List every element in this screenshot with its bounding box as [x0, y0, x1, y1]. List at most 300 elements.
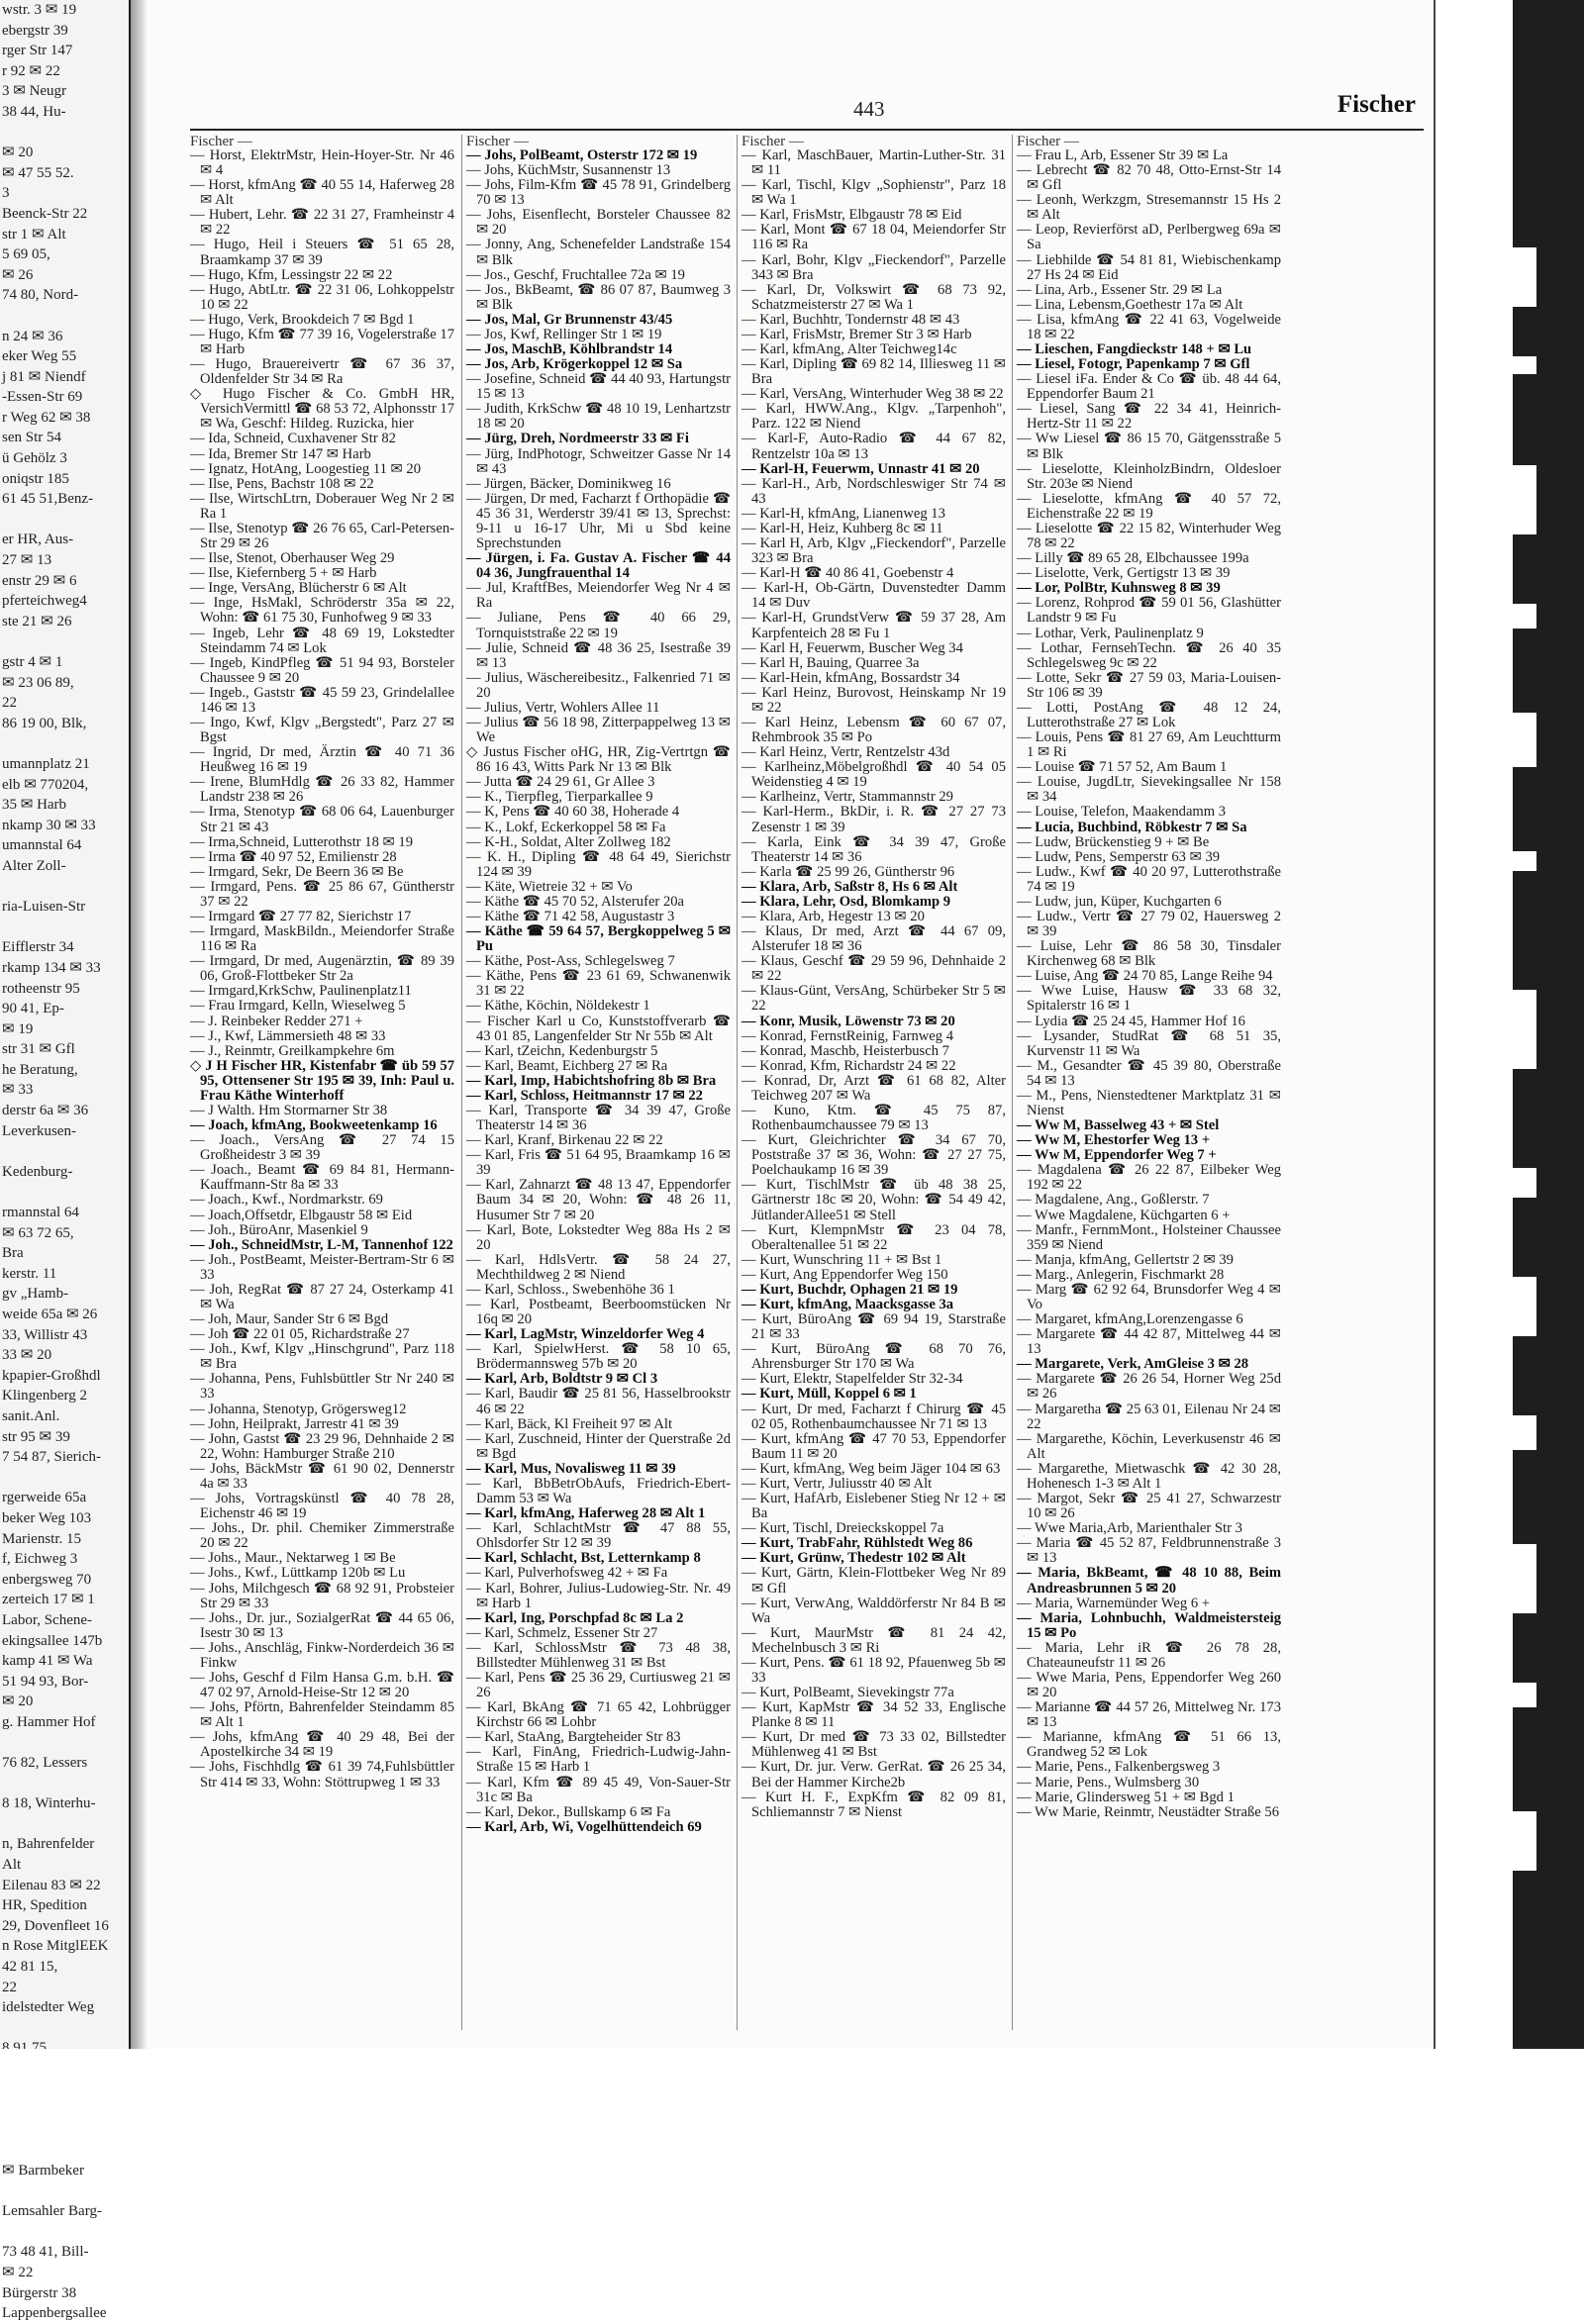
directory-entry: — Johs, KüchMstr, Susannenstr 13	[466, 162, 671, 179]
directory-entry: — Johs., Anschläg, Finkw-Norderdeich 36 ✉ Finkw	[190, 1639, 454, 1671]
directory-entry: — Kurt, HafArb, Eislebener Stieg Nr 12 + ✉ Ba	[742, 1491, 1006, 1522]
directory-entry: — Jürgen, i. Fa. Gustav A. Fischer ☎ 44 04 36, Jungfrauenthal 14	[466, 550, 731, 582]
directory-entry: — Margaret, kfmAng,Lorenzengasse 6	[1017, 1311, 1243, 1328]
directory-entry: — Karl, StaAng, Bargteheider Str 83	[466, 1729, 681, 1746]
directory-entry: — Lorenz, Rohprod ☎ 59 01 56, Glashütter Landstr 9 ✉ Fu	[1017, 595, 1281, 627]
facing-page-line: kerstr. 11	[2, 1265, 57, 1282]
facing-page-line: 22	[2, 1979, 17, 1995]
facing-page-line: Eilenau 83 ✉ 22	[2, 1877, 101, 1893]
directory-entry: — Wwe Maria,Arb, Marienthaler Str 3	[1017, 1520, 1242, 1537]
facing-page-line	[0, 918, 129, 938]
directory-entry: — Liesel, Sang ☎ 22 34 41, Heinrich-Hertz-Str 11 ✉ 22	[1017, 401, 1281, 433]
directory-entry: — Liesel iFa. Ender & Co ☎ üb. 48 44 64, Eppendorfer Baum 21	[1017, 371, 1281, 403]
directory-entry: — Maria, BkBeamt, ☎ 48 10 88, Beim Andreasbrunnen 5 ✉ 20	[1017, 1565, 1281, 1597]
directory-entry: — Karl, Imp, Habichtshofring 8b ✉ Bra	[466, 1072, 717, 1089]
directory-entry: — Jonny, Ang, Schenefelder Landstraße 154 ✉ Blk	[466, 237, 731, 268]
facing-page-line: Alt	[2, 1857, 22, 1874]
facing-page-line: rgerweide 65a	[2, 1490, 87, 1506]
directory-entry: — Lydia ☎ 25 24 45, Hammer Hof 16	[1017, 1013, 1245, 1029]
directory-entry: — Julius, Vertr, Wohlers Allee 11	[466, 699, 660, 716]
directory-entry: — Karl, FrisMstr, Bremer Str 3 ✉ Harb	[742, 326, 972, 342]
directory-entry: — Karl, Tischl, Klgv „Sophienstr", Parz 18 ✉ Wa 1	[742, 177, 1006, 209]
directory-entry: — Lothar, Verk, Paulinenplatz 9	[1017, 625, 1204, 641]
directory-entry: — Lieselotte, KleinholzBindrn, Oldesloer Str. 203e ✉ Niend	[1017, 460, 1281, 492]
directory-entry: — Lisa, kfmAng ☎ 22 41 63, Vogelweide 18 ✉ 22	[1017, 311, 1281, 342]
directory-entry: — Hubert, Lehr. ☎ 22 31 27, Framheinstr 4 ✉ 22	[190, 207, 454, 239]
directory-entry: — Konrad, Dr, Arzt ☎ 61 68 82, Alter Teichweg 207 ✉ Wa	[742, 1072, 1006, 1104]
directory-entry: — Margarete ☎ 44 42 87, Mittelweg 44 ✉ 13	[1017, 1326, 1281, 1358]
directory-entry: — Irma,Schneid, Lutterothstr 18 ✉ 19	[190, 833, 414, 850]
directory-entry: — Karl H, Feuerwm, Buscher Weg 34	[742, 639, 963, 656]
facing-page-line: r Weg 62 ✉ 38	[2, 409, 91, 426]
facing-page-line: Alter Zoll-	[2, 857, 66, 874]
directory-entry: — Konrad, FernstReinig, Farnweg 4	[742, 1027, 954, 1044]
directory-entry: — Wwe Magdalene, Küchgarten 6 +	[1017, 1207, 1231, 1223]
directory-entry: — Hugo, Verk, Brookdeich 7 ✉ Bgd 1	[190, 311, 415, 328]
directory-entry: — Käthe, Pens ☎ 23 61 69, Schwanenwik 31 ✉ 22	[466, 968, 731, 1000]
directory-entry: — Karl, Buchhtr, Tondernstr 48 ✉ 43	[742, 311, 960, 328]
directory-entry: — Karl, MaschBauer, Martin-Luther-Str. 31 ✉ 11	[742, 147, 1006, 179]
directory-entry: — Ludw., Vertr ☎ 27 79 02, Hauersweg 2 ✉ 39	[1017, 908, 1281, 940]
directory-entry: — Jos, Arb, Krögerkoppel 12 ✉ Sa	[466, 356, 683, 373]
directory-entry: — Joh., SchneidMstr, L-M, Tannenhof 122	[190, 1236, 453, 1253]
directory-entry: — K., Lokf, Eckerkoppel 58 ✉ Fa	[466, 819, 666, 835]
directory-entry: — Manja, kfmAng, Gellertstr 2 ✉ 39	[1017, 1251, 1234, 1268]
directory-entry: — Lysander, StudRat ☎ 68 51 35, Kurvenstr 11 ✉ Wa	[1017, 1027, 1281, 1059]
directory-entry: — Marie, Pens., Falkenbergsweg 3	[1017, 1759, 1221, 1776]
facing-page-line: eker Weg 55	[2, 348, 77, 365]
facing-page-line: 3 ✉ Neugr	[2, 83, 67, 100]
directory-entry: — Ingrid, Dr med, Ärztin ☎ 40 71 36 Heußweg 16 ✉ 19	[190, 744, 454, 776]
facing-page-line: ✉ 26	[2, 266, 34, 283]
facing-page-line	[0, 1814, 129, 1835]
directory-entry: — Judith, KrkSchw ☎ 48 10 19, Lenhartzstr 18 ✉ 20	[466, 401, 731, 433]
directory-entry: — Karla, Eink ☎ 34 39 47, Große Theaterstr 14 ✉ 36	[742, 833, 1006, 865]
facing-page-line	[0, 631, 129, 652]
directory-entry: — Ignatz, HotAng, Loogestieg 11 ✉ 20	[190, 460, 421, 477]
directory-entry: — Liselotte, Verk, Gertigstr 13 ✉ 39	[1017, 565, 1231, 582]
column-head: Fischer —	[466, 134, 529, 149]
directory-entry: — Konrad, Maschb, Heisterbusch 7	[742, 1042, 949, 1059]
directory-entry: — Karl, tZeichn, Kedenburgstr 5	[466, 1042, 658, 1059]
facing-page-line: HR, Spedition	[2, 1897, 87, 1914]
facing-page-line: 90 41, Ep-	[2, 1001, 64, 1017]
directory-entry: — Karl, Bohr, Klgv „Fieckendorf", Parzelle 343 ✉ Bra	[742, 251, 1006, 283]
directory-entry: — Johs, Eisenflecht, Borsteler Chaussee 82 ✉ 20	[466, 207, 731, 239]
directory-entry: — Karl-Herm., BkDir, i. R. ☎ 27 27 73 Zesenstr 1 ✉ 39	[742, 804, 1006, 835]
directory-entry: — Karl, Dekor., Bullskamp 6 ✉ Fa	[466, 1803, 671, 1820]
directory-entry: — Marg., Anlegerin, Fischmarkt 28	[1017, 1266, 1225, 1283]
directory-entry: — Juliane, Pens ☎ 40 66 29, Tornquiststraße 22 ✉ 19	[466, 610, 731, 641]
facing-page-line	[0, 733, 129, 754]
facing-page-line: Beenck-Str 22	[2, 205, 88, 222]
facing-page-line: r 92 ✉ 22	[2, 62, 60, 79]
directory-entry: — Marie, Glindersweg 51 + ✉ Bgd 1	[1017, 1789, 1235, 1805]
directory-entry: — Kurt, Dr. jur. Verw. GerRat. ☎ 26 25 34, Bei der Hammer Kirche2b	[742, 1759, 1006, 1791]
directory-entry: — Wwe Maria, Pens, Eppendorfer Weg 260 ✉ 20	[1017, 1669, 1281, 1701]
directory-entry: — Kurt, PolBeamt, Sievekingstr 77a	[742, 1685, 954, 1701]
directory-entry: — Johs, Fischhdlg ☎ 61 39 74,Fuhlsbüttler Str 414 ✉ 33, Wohn: Stöttrupweg 1 ✉ 33	[190, 1759, 454, 1791]
directory-entry: — Margarete, Verk, AmGleise 3 ✉ 28	[1017, 1356, 1249, 1373]
facing-page-line: 42 81 15,	[2, 1959, 58, 1975]
directory-entry: — Lina, Lebensm,Goethestr 17a ✉ Alt	[1017, 296, 1243, 313]
directory-entry: — Karl, Arb, Wi, Vogelhüttendeich 69	[466, 1818, 702, 1835]
directory-entry: — Margaretha ☎ 25 63 01, Eilenau Nr 24 ✉ 22	[1017, 1401, 1281, 1432]
directory-entry: — Kurt, Elektr, Stapelfelder Str 32-34	[742, 1371, 963, 1388]
facing-page-line: ebergstr 39	[2, 22, 68, 39]
facing-page-line: 22	[2, 695, 17, 712]
facing-page-line: str 95 ✉ 39	[2, 1428, 70, 1445]
directory-entry: — Lotte, Sekr ☎ 27 59 03, Maria-Louisen-Str 106 ✉ 39	[1017, 669, 1281, 701]
directory-column-4	[1012, 135, 1283, 2030]
directory-entry: — J. Reinbeker Redder 271 +	[190, 1013, 363, 1029]
facing-page-line: sen Str 54	[2, 430, 61, 446]
directory-column-3	[737, 135, 1008, 2030]
directory-entry: — Johs, Film-Kfm ☎ 45 78 91, Grindelberg 70 ✉ 13	[466, 177, 731, 209]
directory-entry: — Ww M, Ehestorfer Weg 13 +	[1017, 1132, 1211, 1149]
directory-entry: — Kurt, kfmAng, Weg beim Jäger 104 ✉ 63	[742, 1460, 1001, 1477]
directory-entry: — Karl, Arb, Boldtstr 9 ✉ Cl 3	[466, 1371, 658, 1388]
directory-entry: — M., Pens, Nienstedtener Marktplatz 31 ✉ Nienst	[1017, 1087, 1281, 1118]
directory-entry: — Karl, FrisMstr, Elbgaustr 78 ✉ Eid	[742, 207, 962, 224]
directory-entry: — Ludw, Brückenstieg 9 + ✉ Be	[1017, 833, 1210, 850]
directory-entry: — Ww Liesel ☎ 86 15 70, Gätgensstraße 5 ✉ Blk	[1017, 431, 1281, 462]
facing-page-line: he Beratung,	[2, 1061, 78, 1078]
directory-entry: — Karl, Schloss., Swebenhöhe 36 1	[466, 1281, 675, 1298]
directory-entry: — Luise, Ang ☎ 24 70 85, Lange Reihe 94	[1017, 968, 1273, 985]
facing-page-line: Bürgerstr 38	[2, 2284, 77, 2301]
directory-entry: — Karl, BkAng ☎ 71 65 42, Lohbrügger Kirchstr 66 ✉ Lohbr	[466, 1699, 731, 1731]
facing-page-line	[0, 510, 129, 531]
facing-page-line: Leverkusen-	[2, 1122, 76, 1139]
facing-page-line: f, Eichweg 3	[2, 1551, 78, 1568]
directory-entry: — Karl, Zahnarzt ☎ 48 13 47, Eppendorfer Baum 34 ✉ 20, Wohn: ☎ 48 26 11, Husumer Str 7 ✉ 20	[466, 1177, 731, 1223]
facing-page-line: Marienstr. 15	[2, 1530, 81, 1547]
directory-entry: — Käthe, Köchin, Nöldekestr 1	[466, 998, 650, 1015]
directory-entry: — Maria, Lohnbuchh, Waldmeistersteig 15 ✉ Po	[1017, 1609, 1281, 1641]
directory-entry: — Kurt, Ang Eppendorfer Weg 150	[742, 1266, 948, 1283]
facing-page-line: ✉ 23 06 89,	[2, 674, 74, 691]
directory-entry: — Marianne ☎ 44 57 26, Mittelweg Nr. 173 ✉ 13	[1017, 1699, 1281, 1731]
directory-entry: — Jos, Mal, Gr Brunnenstr 43/45	[466, 311, 673, 328]
directory-entry: ◇ Justus Fischer oHG, HR, Zig-Vertrtgn ☎ 86 16 43, Witts Park Nr 13 ✉ Blk	[466, 744, 731, 776]
facing-page-line: enbergsweg 70	[2, 1571, 92, 1588]
facing-page-line: kpapier-Großhdl	[2, 1367, 101, 1384]
directory-entry: — Johs, kfmAng ☎ 40 29 48, Bei der Apostelkirche 34 ✉ 19	[190, 1729, 454, 1761]
directory-entry: — Johs, Vortragskünstl ☎ 40 78 28, Eichenstr 46 ✉ 19	[190, 1491, 454, 1522]
facing-page-line	[0, 1468, 129, 1489]
directory-entry: — Karl-H ☎ 40 86 41, Goebenstr 4	[742, 565, 954, 582]
directory-entry: — Marianne, kfmAng ☎ 51 66 13, Grandweg 52 ✉ Lok	[1017, 1729, 1281, 1761]
directory-entry: — Irma ☎ 40 97 52, Emilienstr 28	[190, 848, 397, 865]
facing-page-line: g. Hammer Hof	[2, 1713, 96, 1730]
facing-page-text	[0, 0, 129, 2324]
directory-entry: — J., Kwf, Lämmersieth 48 ✉ 33	[190, 1027, 386, 1044]
directory-entry: — John, Heilprakt, Jarrestr 41 ✉ 39	[190, 1415, 399, 1432]
directory-entry: — Karl, Postbeamt, Beerboomstücken Nr 16q ✉ 20	[466, 1297, 731, 1328]
directory-entry: — Johs, Geschf d Film Hansa G.m. b.H. ☎ 47 02 97, Arnold-Heise-Str 12 ✉ 20	[190, 1669, 454, 1701]
directory-entry: — Ludw, jun, Küper, Kuchgarten 6	[1017, 893, 1222, 910]
facing-page-line: ekingsallee 147b	[2, 1632, 103, 1649]
facing-page-line: 61 45 51,Benz-	[2, 491, 94, 508]
facing-page-line: pferteichweg4	[2, 593, 87, 610]
directory-entry: — Konr, Musik, Löwenstr 73 ✉ 20	[742, 1013, 955, 1029]
directory-entry: — Lotti, PostAng ☎ 48 12 24, Lutterothstraße 27 ✉ Lok	[1017, 699, 1281, 730]
directory-entry: — Joh ☎ 22 01 05, Richardstraße 27	[190, 1326, 410, 1343]
directory-entry: — Karl, SpielwHerst. ☎ 58 10 65, Brödermannsweg 57b ✉ 20	[466, 1341, 731, 1373]
directory-entry: — Karl, SchlossMstr ☎ 73 48 38, Billstedter Mühlenweg 31 ✉ Bst	[466, 1639, 731, 1671]
directory-entry: — Joh., BüroAnr, Masenkiel 9	[190, 1221, 368, 1238]
facing-page-line: ü Gehölz 3	[2, 450, 67, 467]
directory-entry: — Karl, kfmAng, Haferweg 28 ✉ Alt 1	[466, 1505, 706, 1522]
directory-entry: — Karl H, Bauing, Quarree 3a	[742, 654, 920, 671]
directory-entry: — Maria ☎ 45 52 87, Feldbrunnenstraße 3 ✉ 13	[1017, 1535, 1281, 1567]
facing-page-line: n 24 ✉ 36	[2, 328, 63, 344]
directory-entry: — Karl-H, Feuerwm, Unnastr 41 ✉ 20	[742, 460, 980, 477]
directory-entry: — Ww M, Basselweg 43 + ✉ Stel	[1017, 1117, 1220, 1134]
directory-entry: — Ww M, Eppendorfer Weg 7 +	[1017, 1147, 1217, 1164]
directory-entry: — Margarete ☎ 26 26 54, Horner Weg 25d ✉ 26	[1017, 1371, 1281, 1403]
directory-entry: — Lebrecht ☎ 82 70 48, Otto-Ernst-Str 14 ✉ Gfl	[1017, 162, 1281, 194]
directory-entry: — Hugo, Kfm, Lessingstr 22 ✉ 22	[190, 266, 393, 283]
directory-entry: — Kurt, kfmAng ☎ 47 70 53, Eppendorfer Baum 11 ✉ 20	[742, 1430, 1006, 1462]
facing-page-line: rger Str 147	[2, 43, 73, 59]
facing-page-line: 33, Willistr 43	[2, 1326, 88, 1343]
directory-entry: — Joach., Beamt ☎ 69 84 81, Hermann-Kauffmann-Str 8a ✉ 33	[190, 1162, 454, 1194]
directory-entry: — Karl, Mus, Novalisweg 11 ✉ 39	[466, 1460, 676, 1477]
facing-page-line: elb ✉ 770204,	[2, 776, 89, 793]
directory-entry: — Lucia, Buchbind, Röbkestr 7 ✉ Sa	[1017, 819, 1247, 835]
directory-entry: — Karl-H., Arb, Nordschleswiger Str 74 ✉ 43	[742, 475, 1006, 507]
facing-page-line: Klingenberg 2	[2, 1388, 87, 1404]
directory-entry: — Irmgard, Dr med, Augenärztin, ☎ 89 39 06, Groß-Flottbeker Str 2a	[190, 953, 454, 985]
directory-column-2	[461, 135, 733, 2030]
directory-entry: — Hugo, Kfm ☎ 77 39 16, Vogelerstraße 17 ✉ Harb	[190, 326, 454, 358]
directory-entry: — Karl Heinz, Vertr, Rentzelstr 43d	[742, 744, 950, 761]
facing-page-line: umannplatz 21	[2, 755, 90, 772]
directory-entry: — Karl, Schloss, Heitmannstr 17 ✉ 22	[466, 1087, 703, 1104]
facing-page-line: 33 ✉ 20	[2, 1347, 52, 1364]
directory-entry: — Karl, BbBetrObAufs, Friedrich-Ebert-Damm 53 ✉ Wa	[466, 1475, 731, 1507]
directory-entry: — Joach, kfmAng, Bookweetenkamp 16	[190, 1117, 438, 1134]
directory-entry: — Johs, BäckMstr ☎ 61 90 02, Dennerstr 4a ✉ 33	[190, 1460, 454, 1492]
directory-entry: — Irmgard,KrkSchw, Paulinenplatz11	[190, 983, 412, 1000]
facing-page-line: ✉ 33	[2, 1082, 34, 1099]
facing-page-line	[0, 2181, 129, 2202]
directory-entry: — Ilse, Stenotyp ☎ 26 76 65, Carl-Petersen-Str 29 ✉ 26	[190, 520, 454, 552]
facing-page-line: zerteich 17 ✉ 1	[2, 1592, 95, 1608]
directory-entry: — Karl, Fris ☎ 51 64 95, Braamkamp 16 ✉ 39	[466, 1147, 731, 1179]
directory-entry: — Joh, Maur, Sander Str 6 ✉ Bgd	[190, 1311, 389, 1328]
directory-entry: — Ludw, Pens, Semperstr 63 ✉ 39	[1017, 848, 1221, 865]
facing-page-line	[0, 1732, 129, 1753]
directory-entry: — Kuno, Ktm. ☎ 45 75 87, Rothenbaumchaussee 79 ✉ 13	[742, 1103, 1006, 1134]
facing-page-line: enstr 29 ✉ 6	[2, 572, 77, 589]
directory-entry: — Karl Heinz, Lebensm ☎ 60 67 07, Rehmbrook 35 ✉ Po	[742, 714, 1006, 746]
directory-entry: — Kurt, Buchdr, Ophagen 21 ✉ 19	[742, 1281, 958, 1298]
directory-entry: — Johs, Pförtn, Bahrenfelder Steindamm 85 ✉ Alt 1	[190, 1699, 454, 1731]
directory-entry: — Karl, Schmelz, Essener Str 27	[466, 1624, 658, 1641]
directory-entry: — K., Tierpfleg, Tierparkallee 9	[466, 789, 653, 806]
header-rule	[190, 129, 1424, 131]
facing-page-line: rotheenstr 95	[2, 980, 80, 997]
directory-entry: — Maria, Lehr iR ☎ 26 78 28, Chateauneufstr 11 ✉ 26	[1017, 1639, 1281, 1671]
facing-page-line: 73 48 41, Bill-	[2, 2244, 89, 2261]
book-spine-shadow	[131, 0, 148, 2049]
facing-page-line: 29, Dovenfleet 16	[2, 1917, 109, 1934]
directory-entry: — Käte, Wietreie 32 + ✉ Vo	[466, 878, 633, 895]
directory-entry: — Karl-H, GrundstVerw ☎ 59 37 28, Am Karpfenteich 28 ✉ Fu 1	[742, 610, 1006, 641]
directory-entry: — Kurt, VerwAng, Walddörferstr Nr 84 B ✉ Wa	[742, 1595, 1006, 1626]
directory-entry: — Frau Irmgard, Kelln, Wieselweg 5	[190, 998, 406, 1015]
directory-entry: ◇ Hugo Fischer & Co. GmbH HR, VersichVermittl ☎ 68 53 72, Alphonsstr 17 ✉ Wa, Geschf: Hildeg. Ruzicka, hier	[190, 386, 454, 433]
facing-page-line: Kedenburg-	[2, 1163, 73, 1180]
directory-entry: — Karl, Transporte ☎ 34 39 47, Große Theaterstr 14 ✉ 36	[466, 1103, 731, 1134]
directory-entry: — Lilly ☎ 89 65 28, Elbchaussee 199a	[1017, 550, 1249, 567]
directory-entry: — Karl, Pens ☎ 25 36 29, Curtiusweg 21 ✉ 26	[466, 1669, 731, 1701]
directory-entry: — Maria, Warnemünder Weg 6 +	[1017, 1595, 1211, 1611]
facing-page-line: ✉ 22	[2, 2264, 34, 2280]
directory-entry: — Manfr., FernmMont., Holsteiner Chaussee 359 ✉ Niend	[1017, 1221, 1281, 1253]
directory-entry: — Ilse, WirtschLtrn, Doberauer Weg Nr 2 ✉ Ra 1	[190, 490, 454, 522]
directory-entry: — Jürgen, Dr med, Facharzt f Orthopädie ☎ 45 36 31, Werderstr 39/41 ✉ 13, Sprechst: 9-11 u 16-17 Uhr, Mi u Sbd keine Sprechstunden	[466, 490, 731, 552]
directory-entry: — Joach., VersAng ☎ 27 74 15 Großheidestr 3 ✉ 39	[190, 1132, 454, 1164]
directory-entry: — Inge, VersAng, Blücherstr 6 ✉ Alt	[190, 580, 407, 597]
facing-page-line: gv „Hamb-	[2, 1286, 69, 1303]
facing-page-line	[0, 2018, 129, 2039]
directory-entry: — Käthe ☎ 59 64 57, Bergkoppelweg 5 ✉ Pu	[466, 923, 731, 955]
directory-entry: — Fischer Karl u Co, Kunststoffverarb ☎ 43 01 85, Langenfelder Str Nr 55b ✉ Alt	[466, 1013, 731, 1044]
directory-entry: — Karl, Baudir ☎ 25 81 56, Hasselbrookstr 46 ✉ 22	[466, 1386, 731, 1417]
directory-entry: — Jos., Geschf, Fruchtallee 72a ✉ 19	[466, 266, 685, 283]
directory-entry: — Jürgen, Bäcker, Dominikweg 16	[466, 475, 671, 492]
directory-entry: — Johs., Dr. jur., SozialgerRat ☎ 44 65 06, Isestr 30 ✉ 13	[190, 1609, 454, 1641]
directory-entry: — Käthe, Post-Ass, Schlegelsweg 7	[466, 953, 675, 970]
facing-page-line: oniqstr 185	[2, 470, 69, 487]
column-head: Fischer —	[1017, 134, 1079, 149]
directory-entry: — Karl H, Arb, Klgv „Fieckendorf", Parzelle 323 ✉ Bra	[742, 535, 1006, 567]
directory-entry: — Jürg, Dreh, Nordmeerstr 33 ✉ Fi	[466, 431, 689, 447]
directory-entry: — Lieselotte, kfmAng ☎ 40 57 72, Eichenstraße 22 ✉ 19	[1017, 490, 1281, 522]
facing-page-line: weide 65a ✉ 26	[2, 1307, 98, 1322]
directory-entry: — Karl, Dipling ☎ 69 82 14, Illiesweg 11 ✉ Bra	[742, 356, 1006, 388]
directory-entry: — Karl, FinAng, Friedrich-Ludwig-Jahn-Straße 15 ✉ Harb 1	[466, 1744, 731, 1776]
directory-entry: — Lina, Arb., Essener Str. 29 ✉ La	[1017, 281, 1223, 298]
facing-page-line: Lappenbergsallee	[2, 2305, 107, 2322]
directory-entry: — Ludw., Kwf ☎ 40 20 97, Lutterothstraße 74 ✉ 19	[1017, 863, 1281, 895]
directory-entry: — Julie, Schneid ☎ 48 36 25, Isestraße 39 ✉ 13	[466, 639, 731, 671]
directory-entry: — Kurt, Müll, Koppel 6 ✉ 1	[742, 1386, 917, 1403]
column-head: Fischer —	[742, 134, 804, 149]
directory-entry: — Johs, Milchgesch ☎ 68 92 91, Probsteier Str 29 ✉ 33	[190, 1580, 454, 1611]
directory-entry: — Marg ☎ 62 92 64, Brunsdorfer Weg 4 ✉ Vo	[1017, 1281, 1281, 1313]
directory-entry: — Kurt, KlempnMstr ☎ 23 04 78, Oberaltenallee 51 ✉ 22	[742, 1221, 1006, 1253]
facing-page-line: 76 82, Lessers	[2, 1755, 88, 1772]
directory-entry: — Kurt, TrabFahr, Rühlstedt Weg 86	[742, 1535, 973, 1552]
directory-entry: — Magdalena ☎ 26 22 87, Eilbeker Weg 192 ✉ 22	[1017, 1162, 1281, 1194]
directory-entry: — Jürg, IndPhotogr, Schweitzer Gasse Nr 14 ✉ 43	[466, 445, 731, 477]
facing-page-line: Labor, Schene-	[2, 1611, 93, 1628]
directory-entry: — Johs., Kwf., Lüttkamp 120b ✉ Lu	[190, 1565, 406, 1582]
directory-entry: — Louise, Telefon, Maakendamm 3	[1017, 804, 1227, 821]
directory-entry: — Klaus-Günt, VersAng, Schürbeker Str 5 ✉ 22	[742, 983, 1006, 1015]
directory-entry: — Käthe ☎ 71 42 58, Augustastr 3	[466, 908, 675, 924]
directory-entry: — Kurt, Vertr, Juliusstr 40 ✉ Alt	[742, 1475, 933, 1492]
facing-page-line: Eifflerstr 34	[2, 939, 74, 956]
directory-entry: — Kurt, Dr med, Facharzt f Chirurg ☎ 45 02 05, Rothenbaumchaussee Nr 71 ✉ 13	[742, 1401, 1006, 1432]
directory-entry: — Liesel, Fotogr, Papenkamp 7 ✉ Gfl	[1017, 356, 1250, 373]
directory-entry: — Joh., PostBeamt, Meister-Bertram-Str 6 ✉ 33	[190, 1251, 454, 1283]
directory-entry: — Magdalene, Ang., Goßlerstr. 7	[1017, 1192, 1210, 1209]
directory-entry: — Kurt, Wunschring 11 + ✉ Bst 1	[742, 1251, 942, 1268]
directory-entry: — M., Gesandter ☎ 45 39 80, Oberstraße 54 ✉ 13	[1017, 1057, 1281, 1089]
facing-page-line: er HR, Aus-	[2, 532, 74, 548]
directory-entry: — Irma, Stenotyp ☎ 68 06 64, Lauenburger Str 21 ✉ 43	[190, 804, 454, 835]
directory-entry: — K. H., Dipling ☎ 48 64 49, Sierichstr 124 ✉ 39	[466, 848, 731, 880]
directory-entry: — Kurt, BüroAng ☎ 68 70 76, Ahrensburger Str 170 ✉ Wa	[742, 1341, 1006, 1373]
directory-entry: — Kurt H. F., ExpKfm ☎ 82 09 81, Schliemannstr 7 ✉ Nienst	[742, 1789, 1006, 1820]
facing-page-line	[0, 2222, 129, 2243]
directory-column-1	[186, 135, 456, 2030]
directory-entry: — Hugo, Heil i Steuers ☎ 51 65 28, Braamkamp 37 ✉ 39	[190, 237, 454, 268]
facing-page-line: str 31 ✉ Gfl	[2, 1041, 75, 1058]
directory-entry: — Kurt, TischlMstr ☎ üb 48 38 25, Gärtnerstr 18c ✉ 20, Wohn: ☎ 54 49 42, JütlanderAllee51 ✉ Stell	[742, 1177, 1006, 1223]
directory-entry: — Ww Marie, Reinmtr, Neustädter Straße 56	[1017, 1803, 1280, 1820]
directory-entry: — Louise ☎ 71 57 52, Am Baum 1	[1017, 759, 1228, 776]
directory-entry: — Liebhilde ☎ 54 81 81, Wiebischenkamp 27 Hs 24 ✉ Eid	[1017, 251, 1281, 283]
directory-entry: — Karl Heinz, Burovost, Heinskamp Nr 19 ✉ 22	[742, 684, 1006, 716]
facing-page-line: 27 ✉ 13	[2, 552, 52, 569]
directory-entry: — Louise, JugdLtr, Sievekingsallee Nr 158 ✉ 34	[1017, 774, 1281, 806]
directory-entry: — Frau L, Arb, Essener Str 39 ✉ La	[1017, 147, 1229, 163]
directory-entry: — Leop, Revierförst aD, Perlbergweg 69a ✉ Sa	[1017, 222, 1281, 253]
directory-entry: — Kurt, MaurMstr ☎ 81 24 42, Mechelnbusch 3 ✉ Ri	[742, 1624, 1006, 1656]
directory-entry: — Lothar, FernsehTechn. ☎ 26 40 35 Schlegelsweg 9c ✉ 22	[1017, 639, 1281, 671]
facing-page-line: ✉ Barmbeker	[2, 2162, 84, 2179]
directory-entry: — Karl-H, kfmAng, Lianenweg 13	[742, 505, 945, 522]
directory-entry: — Johanna, Stenotyp, Grögersweg12	[190, 1401, 407, 1417]
directory-entry: — Karl, Beamt, Eichberg 27 ✉ Ra	[466, 1057, 668, 1074]
directory-entry: — Kurt, Gleichrichter ☎ 34 67 70, Poststraße 37 ✉ 36, Wohn: ☎ 27 27 75, Poelchaukamp 16 ✉ 39	[742, 1132, 1006, 1179]
directory-entry: — Louis, Pens ☎ 81 27 69, Am Leuchtturm 1 ✉ Ri	[1017, 729, 1281, 761]
directory-entry: — Ingo, Kwf, Klgv „Bergstedt", Parz 27 ✉ Bgst	[190, 714, 454, 746]
directory-entry: — K-H., Soldat, Alter Zollweg 182	[466, 833, 671, 850]
directory-entry: — Jos, MaschB, Köhlbrandstr 14	[466, 341, 673, 358]
facing-page-line: beker Weg 103	[2, 1509, 92, 1526]
directory-entry: — Kurt, Tischl, Dreieckskoppel 7a	[742, 1520, 944, 1537]
directory-entry: — Karl, Schlacht, Bst, Letternkamp 8	[466, 1550, 701, 1567]
directory-entry: — Margot, Sekr ☎ 25 41 27, Schwarzestr 10 ✉ 26	[1017, 1491, 1281, 1522]
directory-entry: — Joh, RegRat ☎ 87 27 24, Osterkamp 41 ✉ Wa	[190, 1281, 454, 1313]
directory-entry: — Karl, Pulverhofsweg 42 + ✉ Fa	[466, 1565, 668, 1582]
facing-page-line: j 81 ✉ Niendf	[2, 368, 86, 385]
directory-entry: — Lor, PolBtr, Kuhnsweg 8 ✉ 39	[1017, 580, 1221, 597]
directory-entry: — Konrad, Kfm, Richardstr 24 ✉ 22	[742, 1057, 956, 1074]
directory-entry: — Karl-H, Ob-Gärtn, Duvenstedter Damm 14 ✉ Duv	[742, 580, 1006, 612]
directory-entry: ◇ J H Fischer HR, Kistenfabr ☎ üb 59 57 95, Ottensener Str 195 ✉ 39, Inh: Paul u. Frau Käthe Winterhoff	[190, 1057, 454, 1104]
facing-page-line	[0, 1141, 129, 1162]
facing-page-line	[0, 123, 129, 144]
facing-page-line: 74 80, Nord-	[2, 287, 79, 304]
directory-entry: — Kurt, KapMstr ☎ 34 52 33, Englische Planke 8 ✉ 11	[742, 1699, 1006, 1731]
directory-entry: — Ilse, Kiefernberg 5 + ✉ Harb	[190, 565, 377, 582]
directory-entry: — Ingeb., Gaststr ☎ 45 59 23, Grindelallee 146 ✉ 13	[190, 684, 454, 716]
directory-entry: — Marie, Pens., Wulmsberg 30	[1017, 1774, 1200, 1791]
directory-entry: — Irmgard, MaskBildn., Meiendorfer Straße 116 ✉ Ra	[190, 923, 454, 955]
facing-page-line: gstr 4 ✉ 1	[2, 654, 63, 670]
directory-entry: — Horst, ElektrMstr, Hein-Hoyer-Str. Nr 46 ✉ 4	[190, 147, 454, 179]
directory-entry: — Irene, BlumHdlg ☎ 26 33 82, Hammer Landstr 238 ✉ 26	[190, 774, 454, 806]
